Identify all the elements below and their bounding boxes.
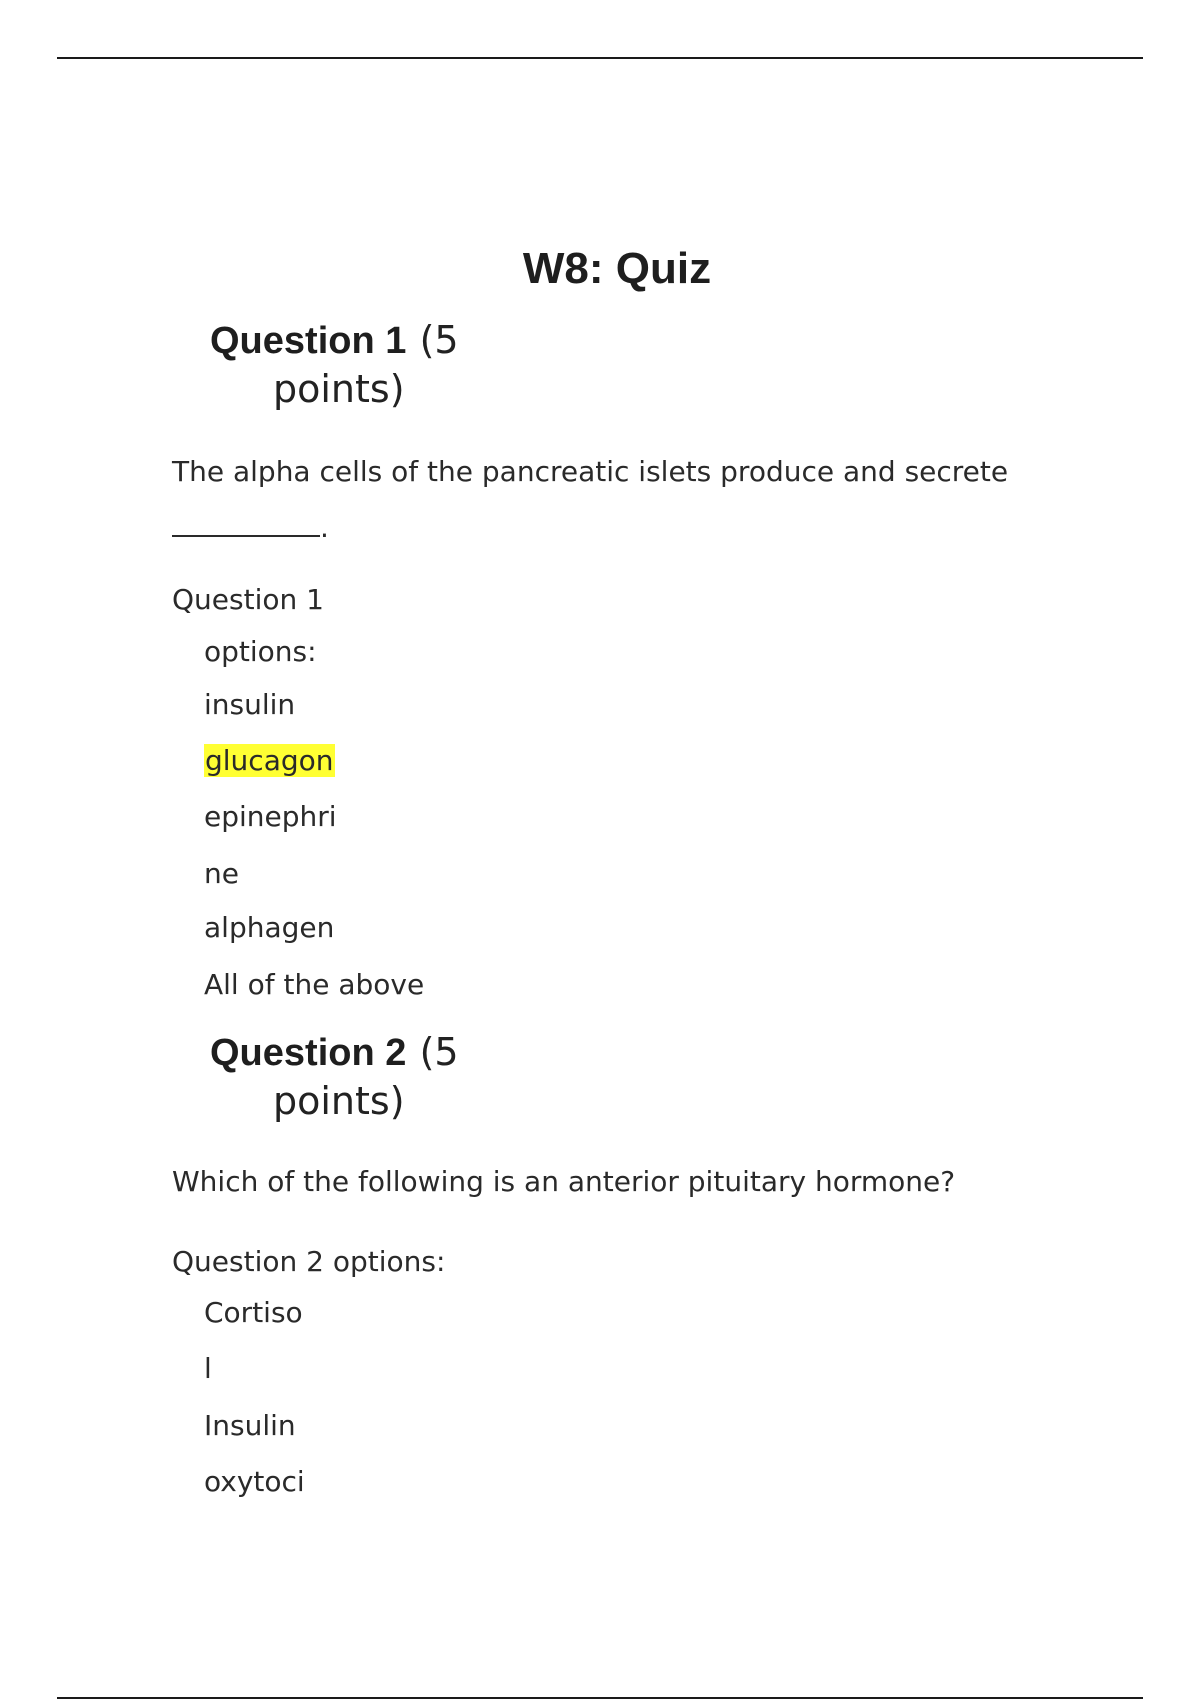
question-2-option-insulin[interactable]: Insulin bbox=[204, 1409, 296, 1442]
question-1-points-close: points) bbox=[273, 367, 405, 411]
question-2-heading bbox=[210, 1028, 510, 1125]
question-1-heading bbox=[210, 316, 510, 413]
question-1-options-label-cont: options: bbox=[204, 635, 317, 668]
question-2-options-label: Question 2 options: bbox=[172, 1245, 446, 1278]
question-1-points-open: (5 bbox=[419, 318, 459, 362]
question-2-points-close: points) bbox=[273, 1079, 405, 1123]
question-2-number: Question 2 bbox=[210, 1032, 407, 1074]
highlighted-answer: glucagon bbox=[205, 744, 334, 777]
question-1-option-glucagon[interactable] bbox=[204, 744, 335, 778]
question-2-option-cortisol-part1[interactable]: Cortiso bbox=[204, 1296, 303, 1329]
question-1-option-all-of-the-above[interactable]: All of the above bbox=[204, 968, 425, 1001]
question-2-option-oxytocin[interactable]: oxytoci bbox=[204, 1465, 305, 1498]
question-1-prompt bbox=[172, 455, 1008, 489]
question-1-option-epinephrine-part1[interactable]: epinephri bbox=[204, 800, 337, 833]
question-1-option-alphagen[interactable]: alphagen bbox=[204, 911, 335, 944]
question-2-points-open: (5 bbox=[419, 1030, 459, 1074]
page-title: W8: Quiz bbox=[522, 244, 712, 293]
bottom-divider bbox=[57, 1697, 1143, 1699]
answer-blank bbox=[172, 509, 320, 537]
question-1-number: Question 1 bbox=[210, 320, 407, 362]
question-1-prompt-tail: . bbox=[320, 511, 329, 544]
question-1-option-insulin[interactable]: insulin bbox=[204, 688, 296, 721]
question-1-blank-line bbox=[172, 509, 329, 545]
top-divider bbox=[57, 57, 1143, 59]
question-1-prompt-text: The alpha cells of the pancreatic islets produce and secrete bbox=[172, 455, 1009, 488]
question-2-option-cortisol-part2[interactable]: l bbox=[204, 1352, 212, 1385]
question-1-options-label: Question 1 bbox=[172, 583, 324, 616]
question-2-prompt: Which of the following is an anterior pituitary hormone? bbox=[172, 1165, 956, 1198]
question-1-option-epinephrine-part2[interactable]: ne bbox=[204, 857, 239, 890]
